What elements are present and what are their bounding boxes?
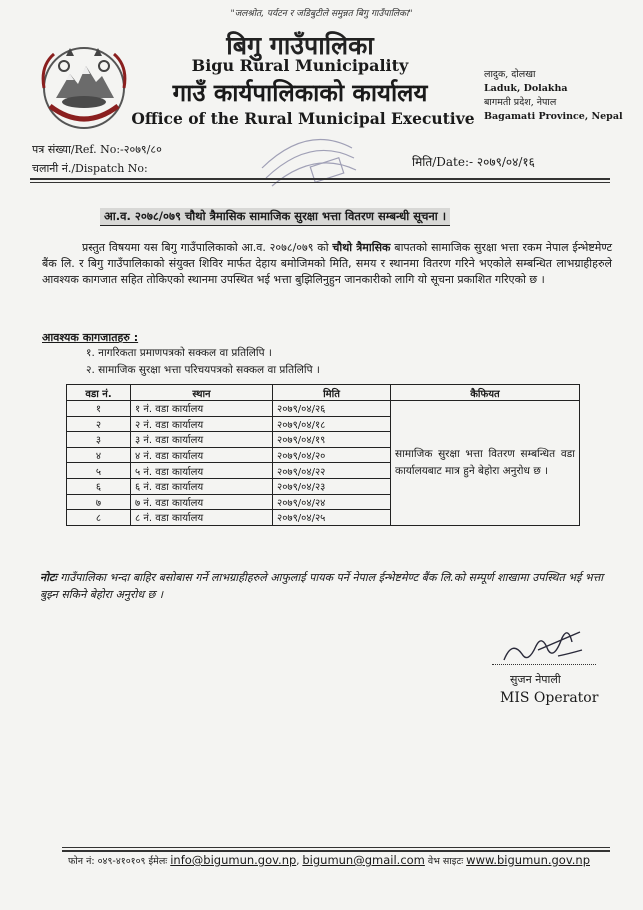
address-line: Laduk, Dolakha xyxy=(484,83,568,94)
footer-divider xyxy=(62,847,610,848)
header-divider xyxy=(30,178,610,180)
table-header-row xyxy=(67,385,580,401)
remark-cell: सामाजिक सुरक्षा भत्ता वितरण सम्बन्धित वडा कार्यालयबाट मात्र हुने बेहोरा अनुरोध छ । xyxy=(391,401,580,526)
office-stamp xyxy=(252,128,362,190)
signer-name: सुजन नेपाली xyxy=(510,673,561,686)
table-row xyxy=(67,401,580,417)
signer-role: MIS Operator xyxy=(500,690,599,706)
footer-divider xyxy=(62,850,610,852)
place-cell: ४ नं. वडा कार्यालय xyxy=(131,447,273,463)
document-item: १. नागरिकता प्रमाणपत्रको सक्कल वा प्रतिलिपि । xyxy=(86,347,272,359)
date-cell: २०७९/०४/२३ xyxy=(273,478,391,494)
header-divider xyxy=(30,182,610,183)
signature-line xyxy=(492,663,596,665)
date-cell: २०७९/०४/२६ xyxy=(273,401,391,417)
ref-label: पत्र संख्या/Ref. No:- xyxy=(32,143,124,156)
ward-cell: ३ xyxy=(67,432,131,448)
note-text: गाउँपालिका भन्दा बाहिर बसोबास गर्ने लाभग्राहीहरुले आफुलाई पायक पर्ने नेपाल ईन्भेष्टमेण्ट बैंक लि.को सम्पूर्ण शाखामा उपस्थित भई भत्ता बुझ्न सकिने बेहोरा अनुरोध छ । xyxy=(40,571,604,601)
note-label: नोटः xyxy=(40,571,57,584)
reference-number xyxy=(32,142,162,157)
place-cell: ५ नं. वडा कार्यालय xyxy=(131,463,273,479)
ward-cell: ५ xyxy=(67,463,131,479)
col-header-place: स्थान xyxy=(131,385,273,401)
documents-heading: आवश्यक कागजातहरु : xyxy=(42,331,139,344)
date-value: २०७९/०४/१६ xyxy=(476,155,535,169)
body-text: बापतको सामाजिक सुरक्षा भत्ता रकम नेपाल ईन्भेष्टमेण्ट बैंक लि. र बिगु गाउँपालिकाको संयुक्त शिविर मार्फत देहाय बमोजिमको मिति, समय र स्थानमा वितरण गरिने भएकोले सम्बन्धित लाभग्राहीहरुले आवश्यक कागजात सहित तोकिएको स्थानमा उपस्थित भई भत्ता बुझिलिनुहुन जानकारीको लागि यो सूचना प्रकाशित गरिएको छ । xyxy=(42,241,612,286)
ward-cell: २ xyxy=(67,416,131,432)
date-cell: २०७९/०४/२० xyxy=(273,447,391,463)
ward-cell: ७ xyxy=(67,494,131,510)
date-cell: २०७९/०४/२५ xyxy=(273,510,391,526)
date-label: मिति/Date:- xyxy=(412,155,474,169)
col-header-date: मिति xyxy=(273,385,391,401)
website-label: वेभ साइटः xyxy=(424,856,467,867)
ward-cell: ४ xyxy=(67,447,131,463)
municipality-title-en: Bigu Rural Municipality xyxy=(191,56,409,75)
footer-contact xyxy=(68,853,590,867)
office-title-np: गाउँ कार्यपालिकाको कार्यालय xyxy=(172,79,428,107)
ward-cell: १ xyxy=(67,401,131,417)
distribution-schedule-table xyxy=(66,384,580,526)
address-line: लादुक, दोलखा xyxy=(484,69,536,80)
website-link[interactable]: www.bigumun.gov.np xyxy=(466,853,590,867)
notice-subject: आ.व. २०७८/०७९ चौथो त्रैमासिक सामाजिक सुरक्षा भत्ता वितरण सम्बन्धी सूचना । xyxy=(100,208,450,226)
issue-date xyxy=(412,153,535,170)
address-line: बागमती प्रदेश, नेपाल xyxy=(484,97,557,108)
place-cell: १ नं. वडा कार्यालय xyxy=(131,401,273,417)
phone-label: फोन नं: xyxy=(68,856,98,867)
handwritten-signature xyxy=(498,620,588,668)
notice-note xyxy=(40,569,620,603)
col-header-ward: वडा नं. xyxy=(67,385,131,401)
place-cell: ७ नं. वडा कार्यालय xyxy=(131,494,273,510)
place-cell: ३ नं. वडा कार्यालय xyxy=(131,432,273,448)
ward-cell: ६ xyxy=(67,478,131,494)
email-separator: , xyxy=(296,856,303,867)
date-cell: २०७९/०४/२४ xyxy=(273,494,391,510)
phone-number: ०४९-४१०१०९ xyxy=(97,856,146,867)
municipality-title-np: बिगु गाउँपालिका xyxy=(226,31,374,60)
email-label: ईमेलः xyxy=(145,856,171,867)
email-link-gmail[interactable]: bigumun@gmail.com xyxy=(302,853,425,867)
date-cell: २०७९/०४/१८ xyxy=(273,416,391,432)
body-text: प्रस्तुत विषयमा यस बिगु गाउँपालिकाको आ.व. २०७८/०७९ को xyxy=(82,241,333,254)
body-emphasis: चौथो त्रैमासिक xyxy=(332,241,391,254)
place-cell: २ नं. वडा कार्यालय xyxy=(131,416,273,432)
place-cell: ८ नं. वडा कार्यालय xyxy=(131,510,273,526)
date-cell: २०७९/०४/२२ xyxy=(273,463,391,479)
address-line: Bagamati Province, Nepal xyxy=(484,111,623,122)
ward-cell: ८ xyxy=(67,510,131,526)
date-cell: २०७९/०४/१९ xyxy=(273,432,391,448)
place-cell: ६ नं. वडा कार्यालय xyxy=(131,478,273,494)
ref-value: २०७९/८० xyxy=(123,143,162,156)
office-title-en: Office of the Rural Municipal Executive xyxy=(131,109,475,128)
col-header-remark: कैफियत xyxy=(391,385,580,401)
email-link-info[interactable]: info@bigumun.gov.np xyxy=(170,853,297,867)
notice-body xyxy=(42,240,612,288)
motto: "जलश्रोत, पर्यटन र जडिबुटीले समुन्नत बिगु गाउँपालिका" xyxy=(230,9,413,19)
document-item: २. सामाजिक सुरक्षा भत्ता परिचयपत्रको सक्कल वा प्रतिलिपि । xyxy=(86,364,320,376)
dispatch-number: चलानी नं./Dispatch No: xyxy=(32,162,148,175)
